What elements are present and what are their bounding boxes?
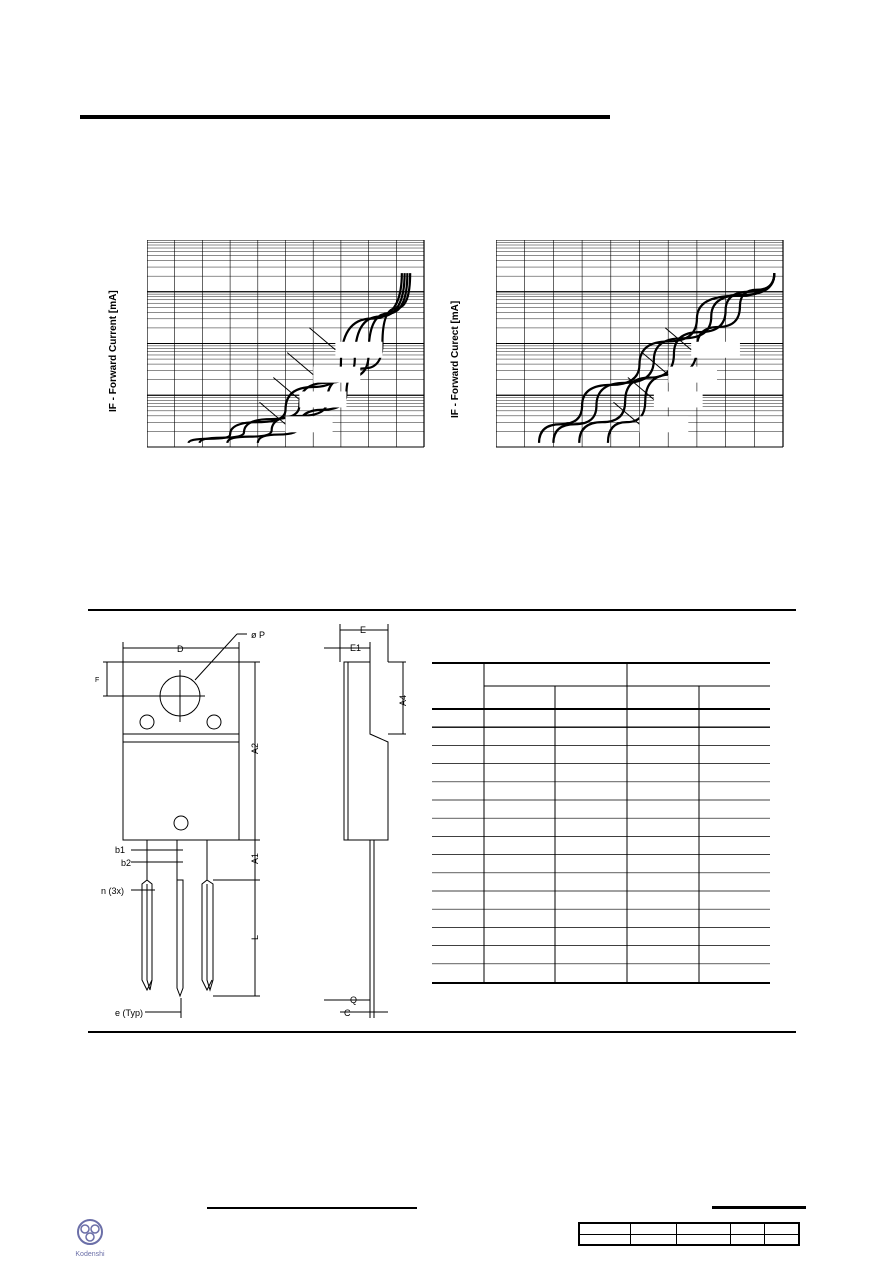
chart-right-plot <box>496 240 786 452</box>
series-annotation-box <box>299 391 346 407</box>
dim-label-F: F <box>95 677 100 684</box>
footer-rule <box>207 1207 417 1209</box>
series-annotation-leader <box>287 353 313 375</box>
package-side-body <box>344 662 388 840</box>
series-annotation-leader <box>614 402 640 424</box>
document-info-box <box>578 1222 800 1246</box>
section-rule-top <box>80 115 610 119</box>
package-body <box>123 662 239 840</box>
series-annotation-leader <box>273 377 299 399</box>
dim-label-phiP: ø P <box>251 630 266 640</box>
series-annotation-box <box>313 367 360 383</box>
section-rule-bottom <box>88 1031 796 1033</box>
dim-label-A1: A1 <box>250 852 260 864</box>
series-annotation-box <box>691 342 740 358</box>
series-annotation-box <box>335 342 382 358</box>
series-annotation-box <box>654 391 703 407</box>
forward-current-chart-left <box>100 240 430 452</box>
package-outline-side-view <box>318 618 418 1028</box>
dim-label-n3x: n (3x) <box>101 886 125 896</box>
logo-icon <box>72 1218 108 1246</box>
series-line-4 <box>608 273 774 443</box>
series-annotation-box <box>668 367 717 383</box>
dim-label-E1: E1 <box>350 643 362 653</box>
company-logo <box>72 1218 108 1258</box>
dim-label-A4: A4 <box>398 694 408 706</box>
forward-current-chart-right <box>448 240 788 452</box>
chart-left-ylabel: IF - Forward Current [mA] <box>108 290 119 412</box>
chart-right-ylabel: IF - Forward Curect [mA] <box>450 300 461 418</box>
series-annotation-box <box>286 416 333 432</box>
series-annotation-box <box>640 416 689 432</box>
dim-label-E: E <box>360 625 367 635</box>
dim-label-b1: b1 <box>115 845 126 855</box>
dim-label-Q: Q <box>350 995 358 1005</box>
dim-label-L: L <box>250 934 260 940</box>
dim-label-b2: b2 <box>121 858 132 868</box>
section-rule-mid <box>88 609 796 611</box>
chart-left-plot <box>147 240 427 452</box>
dim-label-A2: A2 <box>250 742 260 754</box>
dim-label-eTyp: e (Typ) <box>115 1008 144 1018</box>
dim-label-C: C <box>344 1008 351 1018</box>
footer-rule-thick <box>712 1206 806 1209</box>
logo-text: Kodenshi <box>75 1251 105 1258</box>
dim-label-D: D <box>177 644 184 654</box>
dimension-table <box>432 662 770 984</box>
